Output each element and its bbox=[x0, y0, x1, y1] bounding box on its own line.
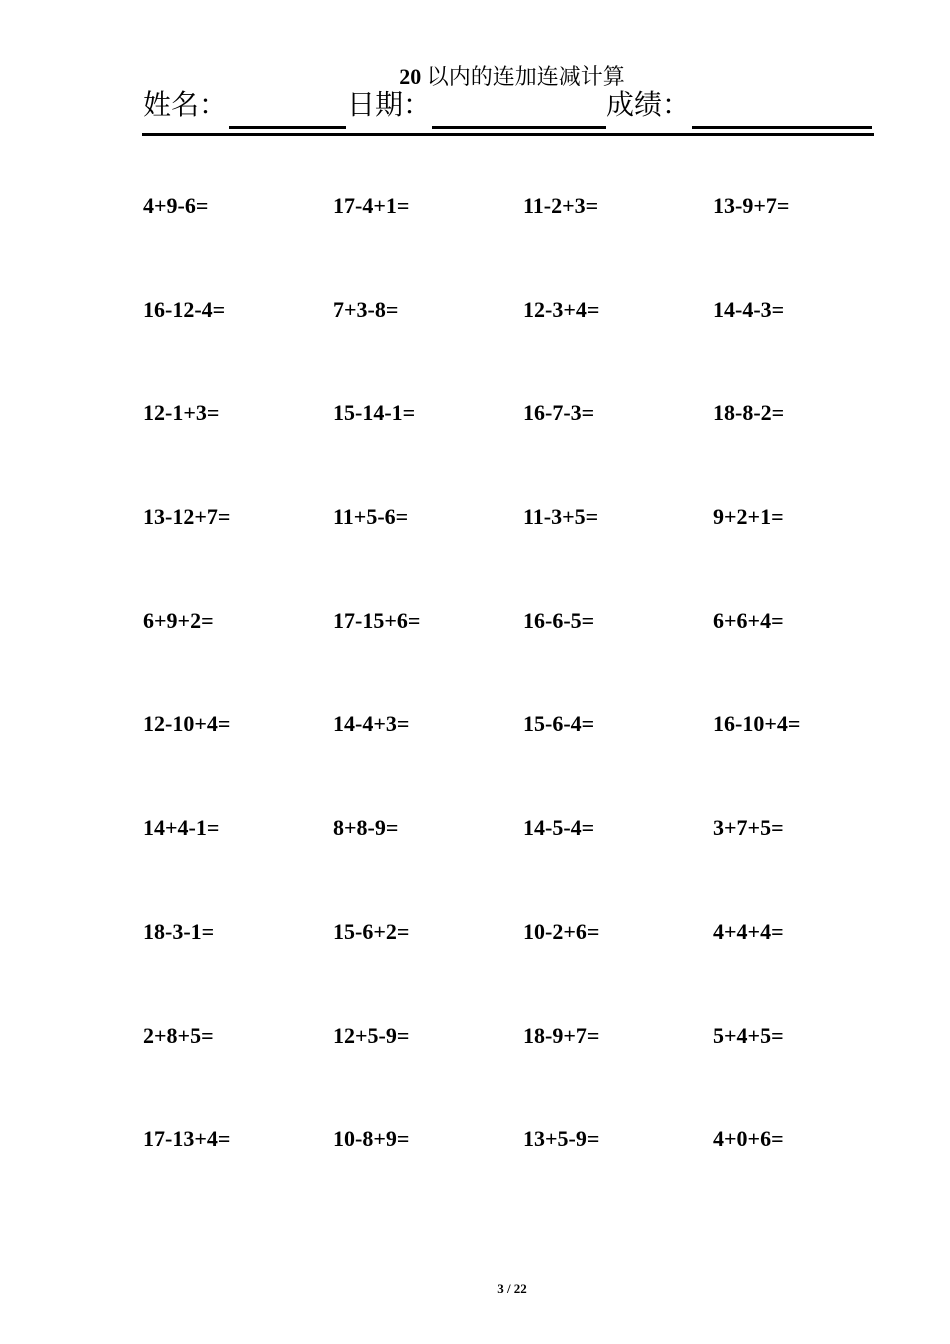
problem-item: 15-14-1= bbox=[333, 400, 416, 426]
problem-item: 10-2+6= bbox=[523, 918, 600, 944]
problem-item: 6+9+2= bbox=[143, 607, 214, 633]
problem-item: 18-9+7= bbox=[523, 1022, 600, 1048]
problem-item: 3+7+5= bbox=[713, 815, 784, 841]
problem-item: 8+8-9= bbox=[333, 815, 399, 841]
problem-item: 11+5-6= bbox=[333, 504, 409, 530]
problem-item: 4+0+6= bbox=[713, 1126, 784, 1152]
problem-item: 13-9+7= bbox=[713, 193, 790, 218]
score-label: 成绩： bbox=[606, 90, 691, 121]
problem-item: 12-1+3= bbox=[143, 400, 220, 426]
problem-item: 15-6-4= bbox=[523, 711, 595, 737]
problem-item: 11-3+5= bbox=[523, 504, 599, 530]
problem-item: 15-6+2= bbox=[333, 918, 410, 944]
problem-item: 16-6-5= bbox=[523, 607, 595, 633]
problem-item: 10-8+9= bbox=[333, 1126, 410, 1152]
problem-item: 14-4-3= bbox=[713, 296, 785, 322]
problem-item: 13-12+7= bbox=[143, 504, 231, 530]
problem-item: 4+9-6= bbox=[143, 193, 209, 218]
problem-item: 17-4+1= bbox=[333, 193, 410, 218]
score-blank bbox=[692, 126, 872, 129]
problem-item: 12-3+4= bbox=[523, 296, 600, 322]
problem-item: 12+5-9= bbox=[333, 1022, 410, 1048]
problem-item: 18-3-1= bbox=[143, 918, 215, 944]
date-label: 日期： bbox=[347, 90, 432, 121]
problem-item: 16-10+4= bbox=[713, 711, 801, 737]
problem-item: 4+4+4= bbox=[713, 918, 784, 944]
problem-item: 18-8-2= bbox=[713, 400, 785, 426]
problem-item: 7+3-8= bbox=[333, 296, 399, 322]
problem-item: 5+4+5= bbox=[713, 1022, 784, 1048]
header-rule bbox=[142, 133, 874, 136]
date-blank bbox=[432, 126, 606, 129]
problem-item: 14-4+3= bbox=[333, 711, 410, 737]
problem-item: 6+6+4= bbox=[713, 607, 784, 633]
problem-item: 14-5-4= bbox=[523, 815, 595, 841]
problem-item: 9+2+1= bbox=[713, 504, 784, 530]
title-number: 20 bbox=[399, 64, 422, 89]
problem-item: 17-13+4= bbox=[143, 1126, 231, 1152]
problem-item: 14+4-1= bbox=[143, 815, 220, 841]
problem-item: 17-15+6= bbox=[333, 607, 421, 633]
name-label: 姓名： bbox=[143, 90, 228, 121]
problem-item: 16-7-3= bbox=[523, 400, 595, 426]
title-text: 以内的连加连减计算 bbox=[426, 64, 625, 89]
problem-item: 2+8+5= bbox=[143, 1022, 214, 1048]
problem-item: 11-2+3= bbox=[523, 193, 599, 218]
name-blank bbox=[229, 126, 346, 129]
problem-item: 12-10+4= bbox=[143, 711, 231, 737]
problem-item: 13+5-9= bbox=[523, 1126, 600, 1152]
page-number: 3 / 22 bbox=[497, 1281, 527, 1296]
problem-item: 16-12-4= bbox=[143, 296, 226, 322]
problem-grid bbox=[143, 186, 903, 1223]
